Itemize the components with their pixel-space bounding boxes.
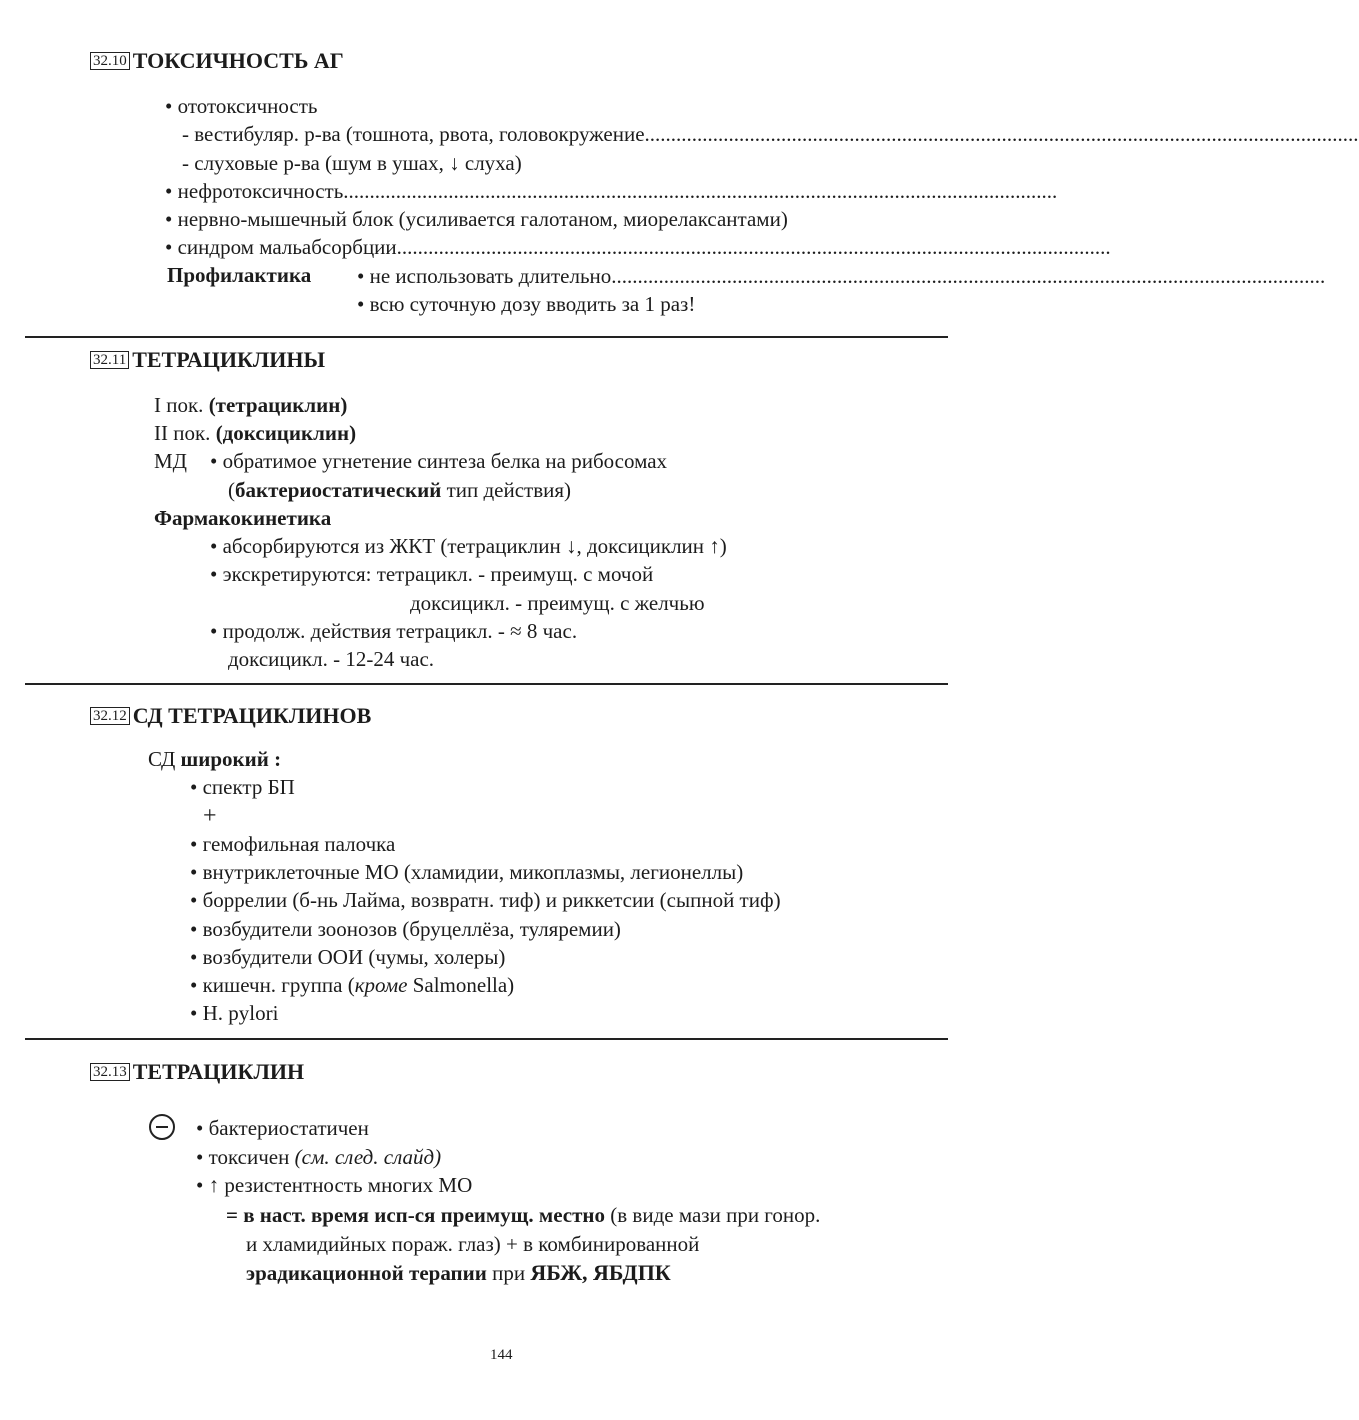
divider [25, 336, 948, 338]
generation-1: I пок. (тетрациклин) [154, 393, 348, 417]
list-item: - слуховые р-ва (шум в ушах, ↓ слуха) [182, 151, 522, 175]
list-item: • обратимое угнетение синтеза белка на рибосомах [210, 449, 668, 473]
list-item: • абсорбируются из ЖКТ (тетрациклин ↓, доксициклин ↑) [210, 534, 727, 558]
list-item: • продолж. действия тетрацикл. - ≈ 8 час. [210, 619, 578, 643]
list-item: доксицикл. - 12-24 час. [228, 647, 435, 671]
result-line: эрадикационной терапии при ЯБЖ, ЯБДПК [246, 1260, 671, 1285]
list-item: • бактериостатичен [196, 1116, 369, 1140]
leader-dots: ........................................................................................................................................ [644, 122, 1359, 146]
list-item: • гемофильная палочка [190, 832, 396, 856]
md-label: МД [154, 449, 187, 473]
slide-number-box: 32.12 [90, 707, 130, 725]
list-item: • внутриклеточные МО (хламидии, микоплазмы, легионеллы) [190, 860, 744, 884]
pharmacokinetics-label: Фармакокинетика [154, 506, 332, 530]
list-item: • H. pylori [190, 1001, 279, 1025]
slide-number-box: 32.10 [90, 52, 130, 70]
section-heading-32-12 [90, 705, 371, 727]
section-title: ТЕТРАЦИКЛИНЫ [132, 347, 326, 372]
minus-circle-icon [149, 1114, 175, 1140]
divider [25, 1038, 948, 1040]
section-heading-32-11 [90, 349, 325, 371]
list-item: • ↑ резистентность многих МО [196, 1173, 473, 1197]
section-heading-32-13 [90, 1061, 304, 1083]
list-item: • нервно-мышечный блок (усиливается галотаном, миорелаксантами) [165, 207, 788, 231]
section-title: ТЕТРАЦИКЛИН [132, 1059, 305, 1084]
list-item: • боррелии (б-нь Лайма, возвратн. тиф) и риккетсии (сыпной тиф) [190, 888, 781, 912]
page-number: 144 [490, 1347, 513, 1363]
result-line: = в наст. время исп-ся преимущ. местно (в виде мази при гонор. [226, 1203, 821, 1227]
list-item: доксицикл. - преимущ. с желчью [410, 591, 705, 615]
list-item: • токсичен (см. след. слайд) [196, 1145, 442, 1169]
slide-number-box: 32.11 [90, 351, 129, 369]
list-item: • не использовать длительно........................................................................................................................................ [357, 264, 1326, 288]
list-item: • возбудители зоонозов (бруцеллёза, туляремии) [190, 917, 621, 941]
generation-2: II пок. (доксициклин) [154, 421, 357, 445]
list-item: • нефротоксичность........................................................................................................................................ [165, 179, 1058, 203]
list-item: • экскретируются: тетрацикл. - преимущ. с мочой [210, 562, 654, 586]
plus-sign: + [203, 803, 217, 829]
divider [25, 683, 948, 685]
spectrum-label: СД широкий : [148, 747, 282, 771]
result-line: и хламидийных пораж. глаз) + в комбинированной [246, 1232, 700, 1256]
list-item: • всю суточную дозу вводить за 1 раз! [357, 292, 696, 316]
list-item: • кишечн. группа (кроме Salmonella) [190, 973, 515, 997]
list-item: • спектр БП [190, 775, 295, 799]
list-item: • ототоксичность [165, 94, 318, 118]
section-title: СД ТЕТРАЦИКЛИНОВ [132, 703, 372, 728]
leader-dots: ........................................................................................................................................ [396, 235, 1111, 259]
leader-dots: ........................................................................................................................................ [343, 179, 1058, 203]
slide-number-box: 32.13 [90, 1063, 130, 1081]
list-item: - вестибуляр. р-ва (тошнота, рвота, головокружение........................................................................................................................................ [182, 122, 1359, 146]
leader-dots: ........................................................................................................................................ [611, 264, 1326, 288]
list-item: (бактериостатический тип действия) [228, 478, 572, 502]
list-item: • синдром мальабсорбции........................................................................................................................................ [165, 235, 1111, 259]
section-heading-32-10 [90, 50, 344, 72]
section-title: ТОКСИЧНОСТЬ АГ [132, 48, 344, 73]
prophylaxis-label: Профилактика [167, 263, 312, 287]
list-item: • возбудители ООИ (чумы, холеры) [190, 945, 506, 969]
